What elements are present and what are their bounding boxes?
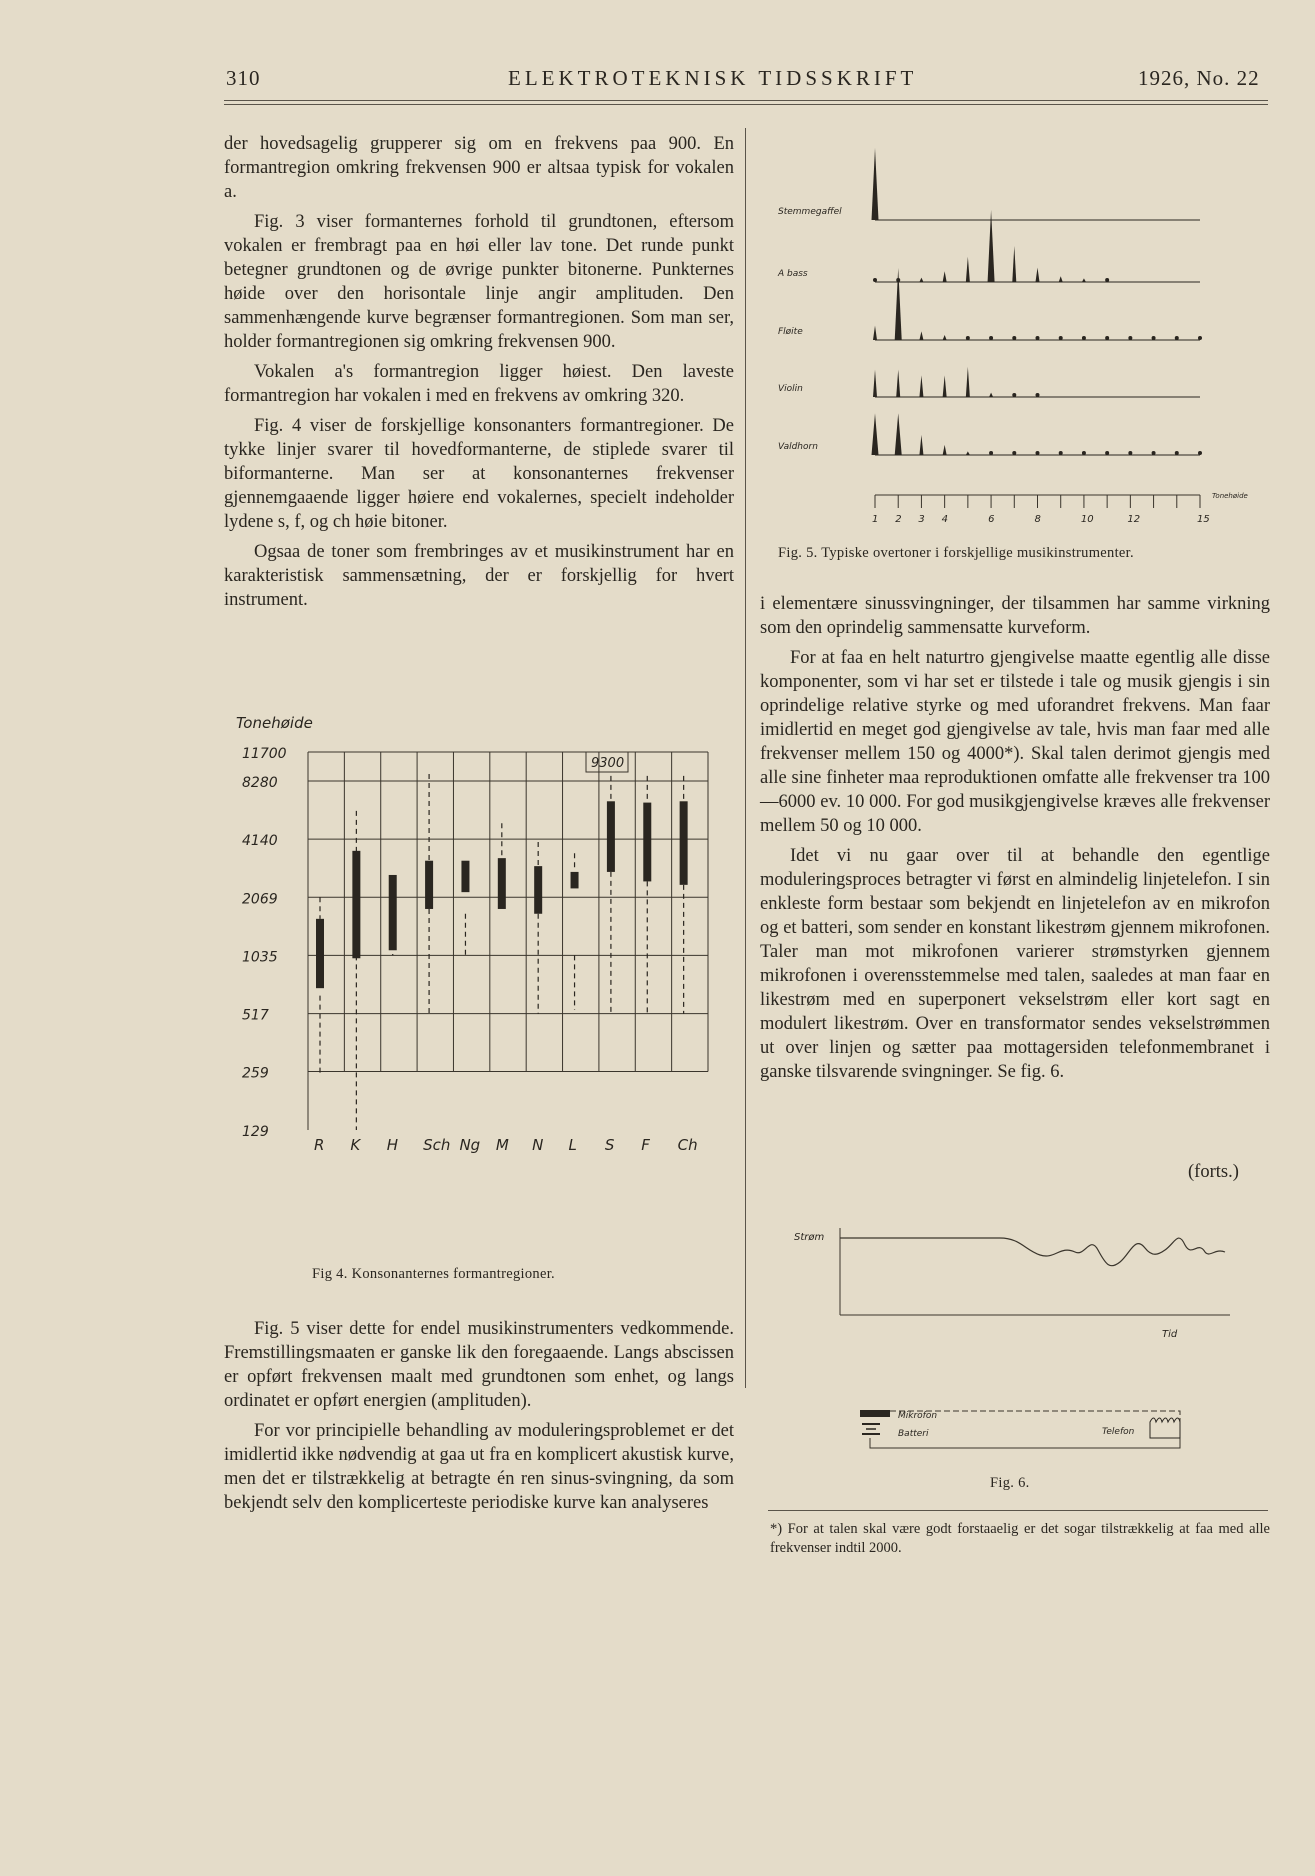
forts-label: (forts.)	[1188, 1162, 1239, 1182]
fig5-overtone	[873, 326, 877, 340]
issue-number: 1926, No. 22	[1138, 66, 1260, 90]
fig5-overtone	[1012, 451, 1016, 455]
fig5-overtone	[1082, 336, 1086, 340]
fig4-main-formant	[352, 851, 360, 958]
fig5-xtick: 4	[941, 514, 949, 525]
paragraph: For vor principielle behandling av moduleringsproblemet er det imidlertid ikke nødvendig at gaa ut fra en komplicert akustisk kurve, men det er tilstrækkelig at betragte én ren sinus-svingning, da som bekjendt selv den komplicerteste periodiske kurve kan analyseres	[224, 1421, 734, 1513]
fig5-overtone	[966, 336, 970, 340]
fig5-series-label: Violin	[778, 384, 803, 394]
fig4-xtick: S	[604, 1136, 615, 1154]
fig4-main-formant	[680, 801, 688, 885]
fig4-ytick: 4140	[242, 833, 278, 850]
fig5-overtone	[1082, 451, 1086, 455]
fig6-batteri-label: Batteri	[898, 1429, 929, 1439]
fig5-overtone	[1105, 451, 1109, 455]
fig4-xtick: R	[314, 1136, 325, 1154]
paragraph: i elementære sinussvingninger, der tilsammen har samme virkning som den oprindelig sammensatte kurveform.	[760, 594, 1270, 638]
fig5-xtick: 12	[1127, 514, 1141, 525]
fig5-overtone	[919, 435, 923, 455]
fig4-main-formant	[389, 875, 397, 950]
fig6-diagram	[780, 1210, 1240, 1480]
fig6-strom-label: Strøm	[794, 1232, 825, 1243]
paragraph: Fig. 4 viser de forskjellige konsonanters formantregioner. De tykke linjer svarer til hovedformanterne, de stiplede svarer til biformanterne. Man ser at konsonanternes frekvenser gjennemgaaende ligger høiere end vokalernes, specielt indeholder lydene s, f, og ch høie bitoner.	[224, 416, 734, 532]
fig4-main-formant	[425, 861, 433, 909]
left-column-bottom	[224, 1317, 734, 1521]
fig4-caption: Fig 4. Konsonanternes formantregioner.	[312, 1266, 555, 1282]
fig5-series-label: Fløite	[778, 327, 803, 337]
fig5-overtone	[895, 413, 902, 455]
fig5-overtone	[966, 367, 970, 397]
fig5-overtone	[919, 278, 923, 282]
paragraph: Ogsaa de toner som frembringes av et musikinstrument har en karakteristisk sammensætning, der er forskjellig for hvert instrument.	[224, 542, 734, 610]
telephone-coil-icon	[1150, 1418, 1180, 1438]
footnote: *) For at talen skal være godt forstaaelig er det sogar tilstrækkelig at faa med alle frekvenser indtil 2000.	[770, 1521, 1270, 1556]
fig5-overtone	[872, 413, 879, 455]
fig4-main-formant	[461, 861, 469, 892]
fig4-xtick: L	[568, 1136, 577, 1154]
fig4-main-formant	[316, 919, 324, 988]
fig5-series-label: A bass	[778, 269, 808, 279]
fig4-xtick: Ng	[459, 1136, 481, 1154]
fig5-overtone	[1152, 451, 1156, 455]
fig4-main-formant	[643, 803, 651, 882]
fig5-xtick: 10	[1080, 514, 1094, 525]
fig4-ylabel: Tonehøide	[236, 714, 313, 732]
fig5-overtone	[1128, 451, 1132, 455]
fig5-xlabel: Tonehøide	[1212, 492, 1248, 500]
fig5-overtone	[1036, 393, 1040, 397]
fig4-main-formant	[498, 858, 506, 909]
fig5-overtone	[1128, 336, 1132, 340]
footnote-rule	[768, 1510, 1268, 1511]
page-number: 310	[226, 66, 261, 90]
fig5-caption: Fig. 5. Typiske overtoner i forskjellige musikinstrumenter.	[778, 545, 1134, 561]
fig6-mikrofon-label: Mikrofon	[898, 1411, 938, 1421]
fig5-xtick: 2	[895, 514, 902, 525]
fig4-xtick: H	[386, 1136, 399, 1154]
fig5-overtone	[1198, 336, 1202, 340]
fig6-telefon-label: Telefon	[1102, 1427, 1135, 1437]
right-column	[760, 592, 1270, 1090]
fig5-overtone	[1175, 336, 1179, 340]
fig5-overtone	[872, 148, 879, 220]
paragraph: Idet vi nu gaar over til at behandle den egentlige moduleringsproces betragter vi først en almindelig linjetelefon. I sin enkleste form bestaar som bekjendt en linjetelefon av en mikrofon og et batteri, som sender en konstant likestrøm gjennem mikrofonen. Taler man mot mikrofonen varierer strømstyrken gjennem mikrofonen i overensstemmelse med talen, saaledes at man faar en likestrøm med en superponert vekselstrøm eller kort sagt en modulert likestrøm. Over en transformator sendes vekselstrømmen ut over linjen og sætter paa mottagersiden telefonmembranet i ganske tilsvarende svingninger. Se fig. 6.	[760, 846, 1270, 1082]
fig5-overtone	[1059, 336, 1063, 340]
fig4-ytick: 517	[242, 1007, 269, 1024]
fig4-annotation: 9300	[591, 756, 625, 771]
fig4-ytick: 1035	[242, 949, 278, 966]
fig5-overtone	[943, 271, 947, 282]
fig4-xtick: Ch	[677, 1136, 698, 1154]
fig4-main-formant	[571, 872, 579, 888]
fig5-xtick: 3	[918, 514, 925, 525]
fig5-overtone	[896, 370, 900, 397]
fig5-overtone	[966, 451, 970, 455]
fig5-xtick: 6	[988, 514, 995, 525]
fig5-overtone	[1175, 451, 1179, 455]
fig5-series-label: Valdhorn	[778, 442, 818, 452]
fig5-overtone	[943, 375, 947, 397]
fig4-xtick: K	[350, 1136, 361, 1154]
fig5-xtick: 1	[872, 514, 879, 525]
fig5-overtone	[1152, 336, 1156, 340]
fig5-overtone	[943, 445, 947, 455]
fig5-overtone	[1012, 246, 1016, 282]
fig5-overtone	[943, 335, 947, 340]
fig4-ytick: 8280	[242, 774, 278, 791]
journal-title: ELEKTROTEKNISK TIDSSKRIFT	[508, 66, 918, 90]
fig5-overtone	[989, 336, 993, 340]
fig5-overtone	[919, 331, 923, 340]
fig5-xtick: 15	[1197, 514, 1210, 525]
fig4-xtick: Sch	[423, 1136, 451, 1154]
fig5-overtone	[1059, 276, 1063, 282]
fig4-xtick: F	[641, 1136, 650, 1154]
fig5-overtone	[1012, 336, 1016, 340]
fig4-ytick: 259	[242, 1065, 269, 1082]
fig5-overtone	[1012, 393, 1016, 397]
fig5-overtone	[919, 375, 923, 397]
fig5-overtone	[1082, 278, 1086, 282]
fig5-overtone	[1036, 268, 1040, 282]
column-divider	[745, 128, 746, 1388]
fig4-xtick: N	[532, 1136, 544, 1154]
fig5-overtone	[1036, 336, 1040, 340]
paragraph: der hovedsagelig grupperer sig om en frekvens paa 900. En formantregion omkring frekvensen 900 er altsaa typisk for vokalen a.	[224, 134, 734, 202]
fig5-overtone	[989, 451, 993, 455]
header-rule-2	[224, 104, 1268, 105]
fig6-tid-label: Tid	[1162, 1329, 1178, 1340]
fig4-ytick: 2069	[242, 891, 278, 908]
fig5-overtone	[895, 268, 902, 340]
fig5-chart	[770, 130, 1248, 530]
fig5-overtone	[988, 210, 995, 282]
paragraph: Vokalen a's formantregion ligger høiest. Den laveste formantregion har vokalen i med en frekvens av omkring 320.	[224, 362, 734, 406]
fig5-overtone	[1059, 451, 1063, 455]
fig4-main-formant	[607, 801, 615, 872]
fig5-series-label: Stemmegaffel	[778, 207, 842, 217]
left-column-top	[224, 132, 734, 618]
fig4-ytick: 129	[242, 1124, 269, 1140]
fig5-overtone	[873, 278, 877, 282]
fig6-curve	[840, 1238, 1225, 1266]
paragraph: For at faa en helt naturtro gjengivelse maatte egentlig alle disse komponenter, som vi har set er tilstede i tale og musik gjengis i sin oprindelige relative styrke og med uforandret frekvens. Man faar imidlertid en meget god gjengivelse av tale, hvis man faar med alle frekvenser mellem 150 og 4000*). Skal talen derimot gjengis med alle sine finheter maa reproduktionen omfatte alle frekvenser tra 100—6000 ev. 10 000. For god musikgjengivelse kræves alle frekvenser mellem 50 og 10 000.	[760, 648, 1270, 836]
fig4-chart	[230, 700, 720, 1160]
fig5-overtone	[1105, 336, 1109, 340]
fig5-overtone	[873, 370, 877, 397]
fig5-overtone	[1198, 451, 1202, 455]
fig5-overtone	[966, 257, 970, 282]
paragraph: Fig. 5 viser dette for endel musikinstrumenters vedkommende. Fremstillingsmaaten er ganske lik den foregaaende. Langs abscissen er opført frekvensen maalt med grundtonen som enhet, og langs ordinatet er opført energien (amplituden).	[224, 1319, 734, 1411]
fig4-main-formant	[534, 866, 542, 914]
fig4-xtick: M	[495, 1136, 509, 1154]
fig6-caption: Fig. 6.	[990, 1475, 1030, 1491]
fig5-xtick: 8	[1034, 514, 1041, 525]
fig5-overtone	[1105, 278, 1109, 282]
fig4-ytick: 11700	[242, 746, 287, 762]
fig5-overtone	[1036, 451, 1040, 455]
paragraph: Fig. 3 viser formanternes forhold til grundtonen, eftersom vokalen er frembragt paa en høi eller lav tone. Det runde punkt betegner grundtonen og de øvrige punkter bitonerne. Punkternes høide over den horisontale linje angir amplituden. Den sammenhængende kurve begrænser formantregionen. Som man ser, holder formantregionen sig omkring frekvensen 900.	[224, 212, 734, 352]
fig5-overtone	[989, 393, 993, 397]
microphone-icon	[860, 1410, 890, 1417]
header-rule	[224, 100, 1268, 101]
